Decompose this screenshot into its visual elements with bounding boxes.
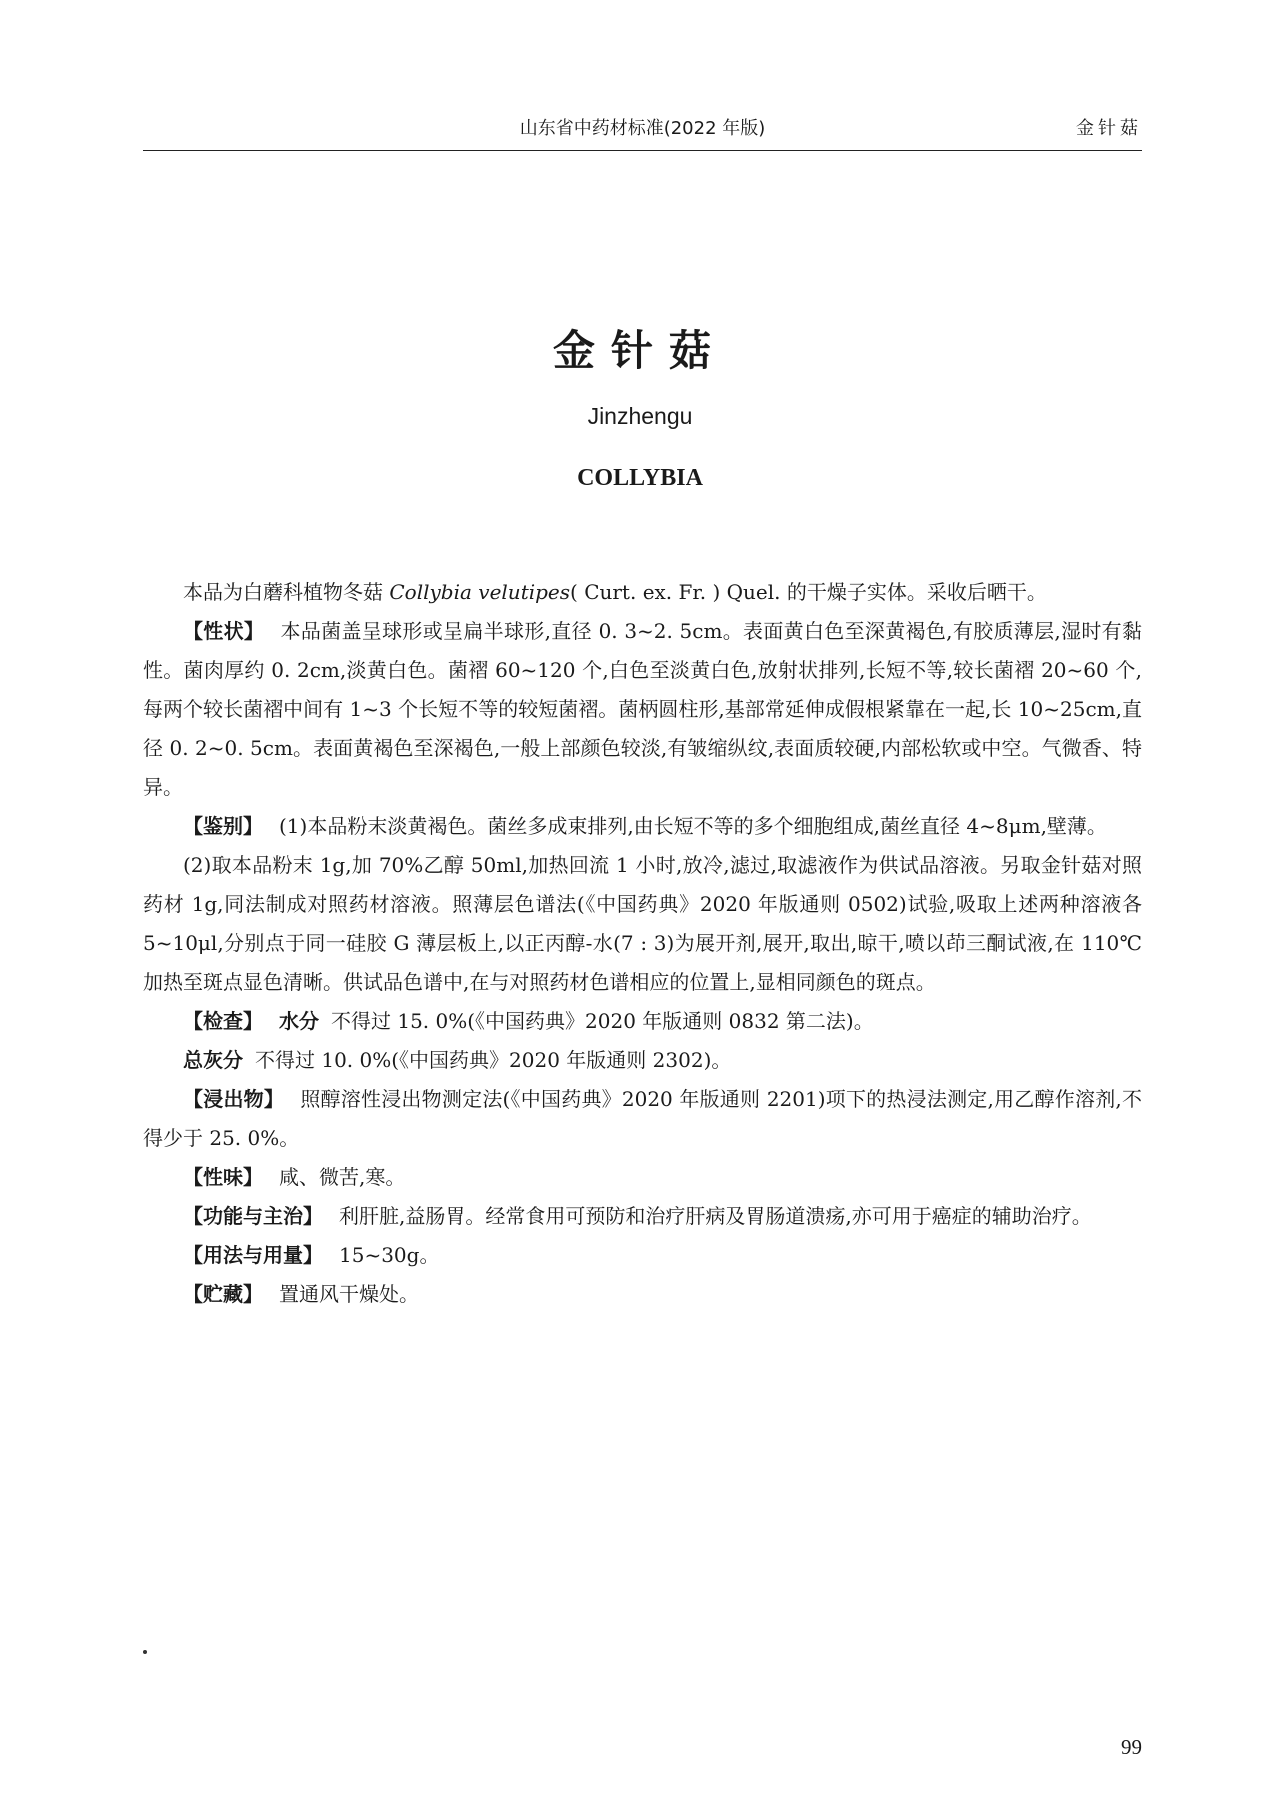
water-label: 水分 [279,1009,319,1033]
ash-text: 不得过 10. 0%(《中国药典》2020 年版通则 2302)。 [255,1048,732,1072]
intro-paragraph [143,573,1142,612]
characters-label: 【性状】 [183,619,265,643]
page-number: 99 [1121,1735,1142,1759]
book-title: 山东省中药材标准(2022 年版) [519,118,766,139]
identification-text-1: (1)本品粉末淡黄褐色。菌丝多成束排列,由长短不等的多个细胞组成,菌丝直径 4~8μm,壁薄。 [279,814,1107,838]
stray-dot [143,1650,147,1654]
dosage-label: 【用法与用量】 [183,1243,323,1267]
storage-text: 置通风干燥处。 [279,1282,419,1306]
nature-label: 【性味】 [183,1165,263,1189]
characters-paragraph [143,612,1142,807]
extract-text: 照醇溶性浸出物测定法(《中国药典》2020 年版通则 2201)项下的热浸法测定,用乙醇作溶剂,不得少于 25. 0%。 [143,1087,1142,1150]
monograph-body [143,573,1142,1314]
header-divider [143,150,1142,151]
pinyin-title: Jinzhengu [587,403,693,429]
species-name: Collybia velutipes [389,580,571,604]
intro-before: 本品为白蘑科植物冬菇 [183,580,390,604]
examination-label: 【检查】 [183,1009,263,1033]
dosage-text: 15~30g。 [339,1243,440,1267]
intro-after: ( Curt. ex. Fr. ) Quel. 的干燥子实体。采收后晒干。 [570,580,1047,604]
characters-text: 本品菌盖呈球形或呈扁半球形,直径 0. 3~2. 5cm。表面黄白色至深黄褐色,有胶质薄层,湿时有黏性。菌肉厚约 0. 2cm,淡黄白色。菌褶 60~120 个,白色至淡黄白色,放射状排列,长短不等,较长菌褶 20~60 个,每两个较长菌褶中间有 1~3 个长短不等的较短菌褶。菌柄圆柱形,基部常延伸成假根紧靠在一起,长 10~25cm,直径 0. 2~0. 5cm。表面黄褐色至深褐色,一般上部颜色较淡,有皱缩纵纹,表面质较硬,内部松软或中空。气微香、特异。 [143,619,1142,799]
monograph-title: 金针菇 [552,326,727,375]
identification-paragraph-1 [143,807,1142,846]
function-label: 【功能与主治】 [183,1204,323,1228]
nature-paragraph [143,1158,1142,1197]
storage-label: 【贮藏】 [183,1282,263,1306]
extract-label: 【浸出物】 [183,1087,285,1111]
examination-paragraph [143,1002,1142,1041]
identification-text-2: (2)取本品粉末 1g,加 70%乙醇 50ml,加热回流 1 小时,放冷,滤过,取滤液作为供试品溶液。另取金针菇对照药材 1g,同法制成对照药材溶液。照薄层色谱法(《中国药典》2020 年版通则 0502)试验,吸取上述两种溶液各 5~10μl,分别点于同一硅胶 G 薄层板上,以正丙醇-水(7 : 3)为展开剂,展开,取出,晾干,喷以茚三酮试液,在 110℃加热至斑点显色清晰。供试品色谱中,在与对照药材色谱相应的位置上,显相同颜色的斑点。 [143,853,1142,994]
function-text: 利肝脏,益肠胃。经常食用可预防和治疗肝病及胃肠道溃疡,亦可用于癌症的辅助治疗。 [339,1204,1092,1228]
latin-title: COLLYBIA [577,465,703,491]
chapter-title: 金针菇 [1076,118,1142,139]
water-text: 不得过 15. 0%(《中国药典》2020 年版通则 0832 第二法)。 [331,1009,874,1033]
extract-paragraph [143,1080,1142,1158]
storage-paragraph [143,1275,1142,1314]
dosage-paragraph [143,1236,1142,1275]
function-paragraph [143,1197,1142,1236]
identification-paragraph-2 [143,846,1142,1002]
identification-label: 【鉴别】 [183,814,263,838]
nature-text: 咸、微苦,寒。 [279,1165,406,1189]
ash-label: 总灰分 [183,1048,243,1072]
running-header [143,112,1142,142]
ash-paragraph [143,1041,1142,1080]
